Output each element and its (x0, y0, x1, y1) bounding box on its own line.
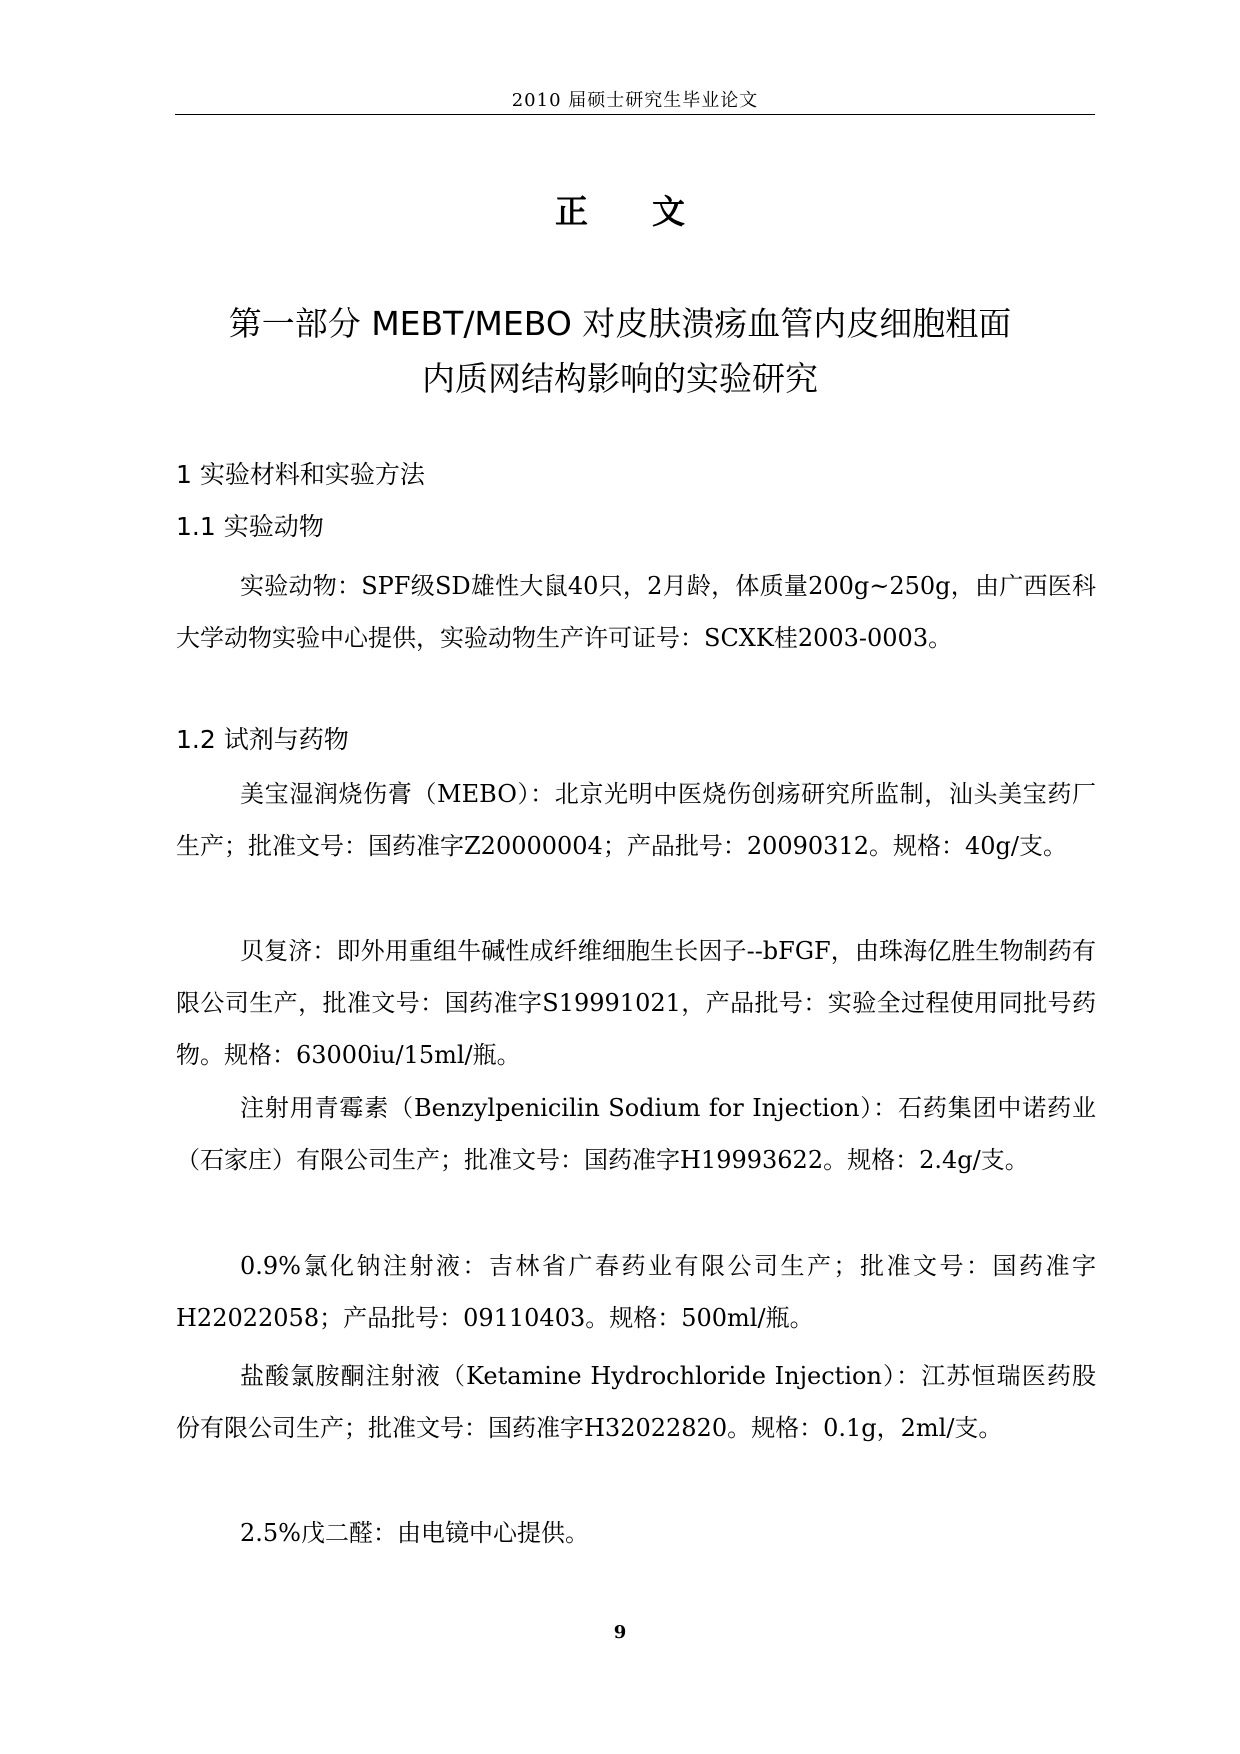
paragraph-mebo: 美宝湿润烧伤膏（MEBO）：北京光明中医烧伤创疡研究所监制，汕头美宝药厂生产；批准文号：国药准字Z20000004；产品批号：20090312。规格：40g/支。 (176, 780, 1096, 860)
paragraph-ketamine: 盐酸氯胺酮注射液（Ketamine Hydrochloride Injection）：江苏恒瑞医药股份有限公司生产；批准文号：国药准字H32022820。规格：0.1g，2ml/支。 (176, 1362, 1096, 1442)
part-title-line-2: 内质网结构影响的实验研究 (422, 359, 818, 398)
paragraph-glutaraldehyde: 2.5%戊二醛：由电镜中心提供。 (240, 1519, 589, 1547)
paragraph-bfgf: 贝复济：即外用重组牛碱性成纤维细胞生长因子--bFGF，由珠海亿胜生物制药有限公司生产，批准文号：国药准字S19991021，产品批号：实验全过程使用同批号药物。规格：63000iu/15ml/瓶。 (176, 937, 1096, 1069)
running-header: 2010 届硕士研究生毕业论文 (511, 90, 759, 111)
paragraph-penicillin: 注射用青霉素（Benzylpenicilin Sodium for Injection）：石药集团中诺药业（石家庄）有限公司生产；批准文号：国药准字H19993622。规格：2.4g/支。 (176, 1094, 1096, 1174)
heading-1-2: 1.2 试剂与药物 (176, 725, 349, 754)
paragraph-animals: 实验动物：SPF级SD雄性大鼠40只，2月龄，体质量200g~250g，由广西医科大学动物实验中心提供，实验动物生产许可证号：SCXK桂2003-0003。 (176, 572, 1096, 652)
paragraph-saline: 0.9%氯化钠注射液：吉林省广春药业有限公司生产；批准文号：国药准字H22022058；产品批号：09110403。规格：500ml/瓶。 (176, 1252, 1096, 1332)
header-rule (175, 114, 1095, 115)
heading-1-1: 1.1 实验动物 (176, 512, 324, 541)
heading-1: 1 实验材料和实验方法 (176, 460, 425, 489)
part-title (150, 296, 1090, 406)
part-title-line-1: 第一部分 MEBT/MEBO 对皮肤溃疡血管内皮细胞粗面 (228, 304, 1012, 343)
page-number: 9 (613, 1622, 627, 1643)
section-title: 正文 (555, 192, 749, 231)
